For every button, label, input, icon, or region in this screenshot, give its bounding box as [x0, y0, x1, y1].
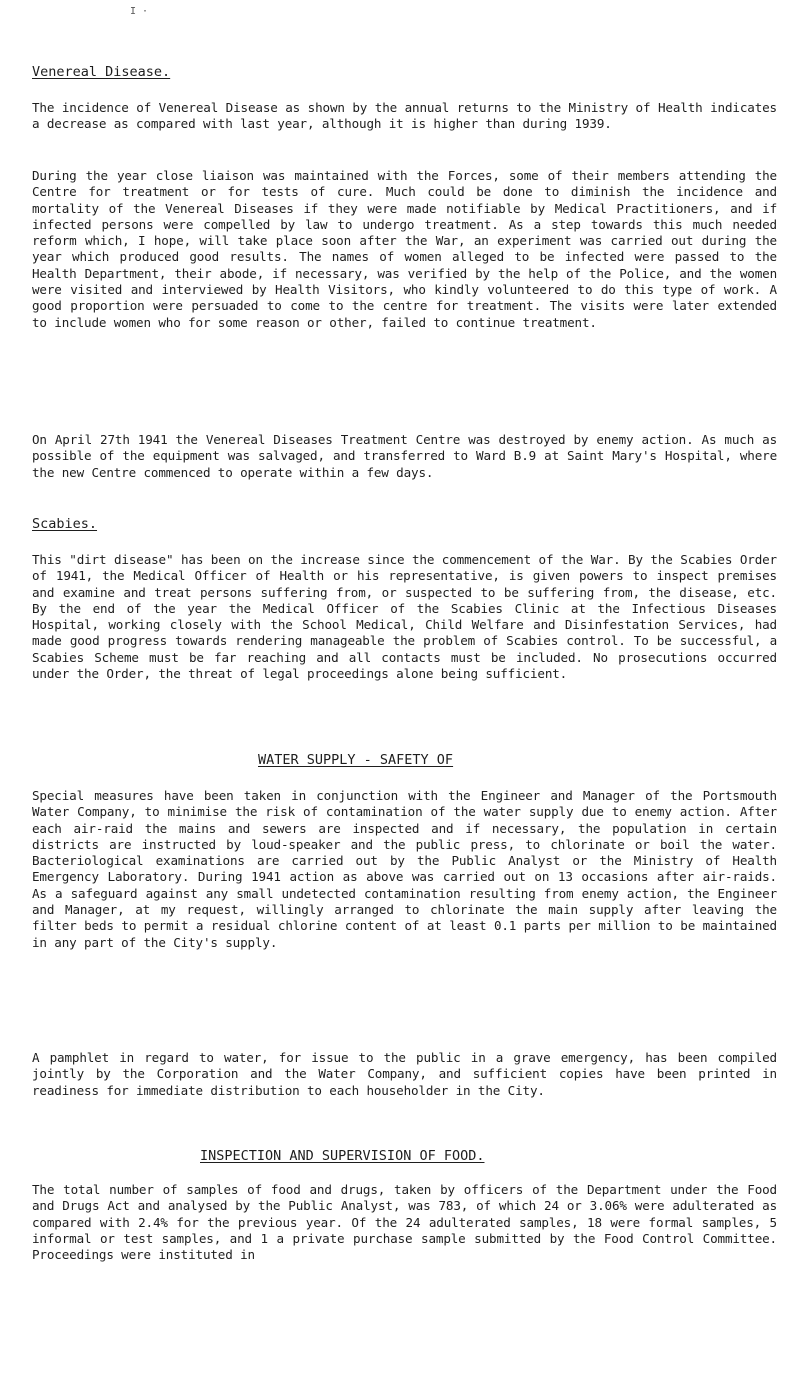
paragraph: During the year close liaison was maintained with the Forces, some of their members attending the Centre for treatment or for tests of cure. Much could be done to diminish the incidence and mortality of the Venereal Diseases if they were made notifiable by Medical Practitioners, and if infected persons were compelled by law to undergo treatment. As a step towards this much needed reform which, I hope, will take place soon after the War, an experiment was carried out during the year which produced good results. The names of women alleged to be infected were passed to the Health Department, their abode, if necessary, was verified by the help of the Police, and the women were visited and interviewed by Health Visitors, who kindly volunteered to do this type of work. A good proportion were persuaded to come to the centre for treatment. The visits were later extended to include women who for some reason or other, failed to continue treatment. — [32, 168, 777, 330]
paragraph: On April 27th 1941 the Venereal Diseases Treatment Centre was destroyed by enemy action. As much as possible of the equipment was salvaged, and transferred to Ward B.9 at Saint Mary's Hospital, where the new Centre commenced to operate within a few days. — [32, 432, 777, 480]
heading-venereal-disease: Venereal Disease. — [32, 64, 171, 80]
paragraph: A pamphlet in regard to water, for issue to the public in a grave emergency, has been compiled jointly by the Corporation and the Water Company, and sufficient copies have been printed in readiness for immediate distribution to each householder in the City. — [32, 1050, 777, 1098]
paragraph: Special measures have been taken in conjunction with the Engineer and Manager of the Portsmouth Water Company, to minimise the risk of contamination of the water supply due to enemy action. After each air-raid the mains and sewers are inspected and if necessary, the population in certain districts are instructed by loud-speaker and the public press, to chlorinate or boil the water. Bacteriological examinations are carried out by the Public Analyst or the Ministry of Health Emergency Laboratory. During 1941 action as above was carried out on 13 occasions after air-raids. As a safeguard against any small undetected contamination resulting from enemy action, the Engineer and Manager, at my request, willingly arranged to chlorinate the main supply after leaving the filter beds to permit a residual chlorine content of at least 0.1 parts per million to be maintained in any part of the City's supply. — [32, 788, 777, 950]
paragraph: This "dirt disease" has been on the increase since the commencement of the War. By the Scabies Order of 1941, the Medical Officer of Health or his representative, is given powers to inspect premises and examine and treat persons suffering from, or suspected to be suffering from, the disease, etc. By the end of the year the Medical Officer of the Scabies Clinic at the Infectious Diseases Hospital, working closely with the School Medical, Child Welfare and Disinfestation Services, had made good progress towards rendering manageable the problem of Scabies control. To be successful, a Scabies Scheme must be far reaching and all contacts must be included. No prosecutions occurred under the Order, the threat of legal proceedings alone being sufficient. — [32, 552, 777, 682]
paragraph: The total number of samples of food and drugs, taken by officers of the Department under the Food and Drugs Act and analysed by the Public Analyst, was 783, of which 24 or 3.06% were adulterated as compared with 2.4% for the previous year. Of the 24 adulterated samples, 18 were formal samples, 5 informal or test samples, and 1 a private purchase sample submitted by the Food Control Committee. Proceedings were instituted in — [32, 1182, 777, 1263]
heading-inspection-of-food: INSPECTION AND SUPERVISION OF FOOD. — [200, 1148, 485, 1164]
paragraph: The incidence of Venereal Disease as shown by the annual returns to the Ministry of Health indicates a decrease as compared with last year, although it is higher than during 1939. — [32, 100, 777, 132]
heading-scabies: Scabies. — [32, 516, 98, 532]
scan-margin-mark: I · — [130, 6, 149, 17]
heading-water-supply: WATER SUPPLY - SAFETY OF — [258, 752, 454, 768]
